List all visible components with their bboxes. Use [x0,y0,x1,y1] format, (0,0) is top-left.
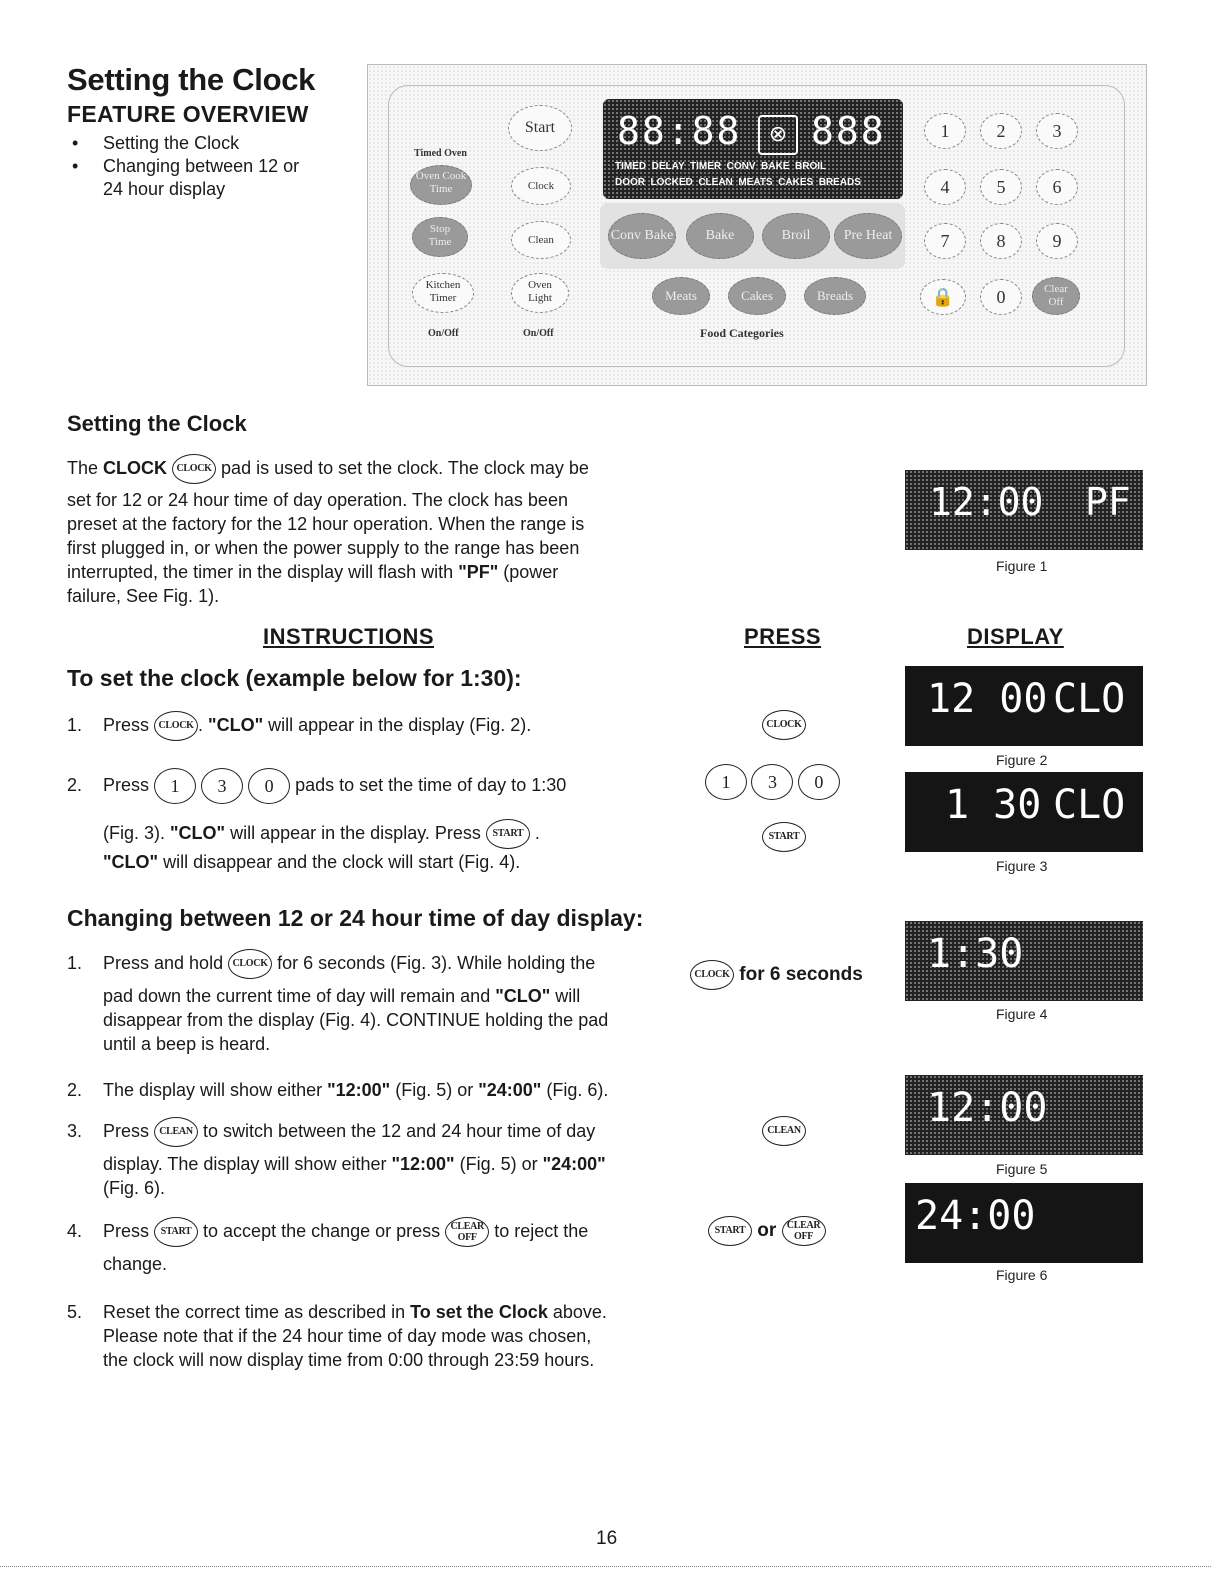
panel-pad-1: 1 [924,113,966,149]
panel-display-indicators-row1: TIMED DELAY TIMER CONV BAKE BROIL [615,161,827,172]
bullet-item-continued: 24 hour display [103,179,226,199]
change-display-heading: Changing between 12 or 24 hour time of day display: [67,905,644,931]
panel-lock-pad [920,279,966,315]
panel-display [603,99,903,199]
panel-start-pad: Start [508,105,572,151]
instructions-column-header: INSTRUCTIONS [263,624,434,649]
clear-off-pad-icon: CLEAR OFF [782,1216,826,1246]
clean-pad-icon: CLEAN [154,1117,198,1147]
pad-3-icon: 3 [201,768,243,804]
pad-1-icon: 1 [705,764,747,800]
page-title: Setting the Clock [67,62,316,97]
pad-0-icon: 0 [798,764,840,800]
fig2-clo: CLO [1053,676,1126,722]
panel-cakes-pad: Cakes [728,277,786,315]
figure-5-display [905,1075,1143,1155]
figure-2-caption: Figure 2 [996,752,1048,768]
on-off-label: On/Off [523,328,554,339]
clock-pad-icon: CLOCK [154,711,198,741]
panel-pad-7: 7 [924,223,966,259]
pad-3-icon: 3 [751,764,793,800]
panel-breads-pad: Breads [804,277,866,315]
figure-4-display [905,921,1143,1001]
on-off-label: On/Off [428,328,459,339]
panel-clock-pad: Clock [511,167,571,205]
panel-bake-pad: Bake [686,213,754,259]
bullet-item: • Changing between 12 or [72,156,300,176]
timed-oven-label: Timed Oven [414,148,467,159]
pad-0-icon: 0 [248,768,290,804]
fig1-pf: PF [1085,480,1131,524]
panel-pad-5: 5 [980,169,1022,205]
change-step-4: 4. Press START to accept the change or press CLEAR OFF to reject the change. [67,1214,707,1276]
pad-1-icon: 1 [154,768,196,804]
fig2-time: 12 00 [927,676,1048,722]
panel-clear-off-pad: Clear Off [1032,277,1080,315]
panel-oven-light-pad: Oven Light [511,273,569,313]
set-clock-step-2: 2. Press 1 3 0 pads to set the time of day to 1:30 (Fig. 3). "CLO" will appear in the display. Press START . "CLO" will disappear and the clock will start (Fig. 4). [67,768,707,874]
clear-off-pad-icon: CLEAR OFF [445,1217,489,1247]
start-pad-icon: START [708,1216,752,1246]
panel-pad-8: 8 [980,223,1022,259]
panel-pad-9: 9 [1036,223,1078,259]
set-clock-step-1: 1. Press CLOCK . "CLO" will appear in the display (Fig. 2). [67,710,707,740]
panel-pad-6: 6 [1036,169,1078,205]
fig5-time: 12:00 [927,1085,1048,1131]
figure-1-display [905,470,1143,550]
panel-pad-3: 3 [1036,113,1078,149]
clock-pad-icon: CLOCK [690,960,734,990]
food-categories-label: Food Categories [700,326,784,340]
figure-6-display [905,1183,1143,1263]
fig3-clo: CLO [1053,782,1126,828]
panel-conv-bake-pad: Conv Bake [608,213,676,259]
press-start-pad [762,822,806,852]
panel-stop-time-pad: Stop Time [412,217,468,257]
display-column-header: DISPLAY [967,624,1064,649]
panel-broil-pad: Broil [762,213,830,259]
control-panel-illustration [367,64,1147,386]
oven-fan-icon: ⊗ [758,115,798,155]
change-step-5: 5. Reset the correct time as described in To set the Clock above. Please note that if the 24 hour time of day mode was chosen, the clock will now display time from 0:00 through 23:59 hours. [67,1302,607,1370]
press-column-header: PRESS [744,624,822,649]
bullet-item: • Setting the Clock [72,133,240,153]
fig3-time: 1 30 [945,782,1042,828]
figure-2-display [905,666,1143,746]
figure-3-display [905,772,1143,852]
press-clock-pad [762,710,806,740]
lock-icon: 🔒 [931,287,955,307]
panel-kitchen-timer-pad: Kitchen Timer [412,273,474,313]
fig6-time: 24:00 [915,1193,1036,1239]
figure-4-caption: Figure 4 [996,1006,1048,1022]
change-step-3: 3. Press CLEAN to switch between the 12 and 24 hour time of day display. The display will show either "12:00" (Fig. 5) or "24:00" (Fig. 6). [67,1116,707,1200]
fig4-time: 1:30 [927,931,1024,977]
start-pad-icon: START [486,819,530,849]
start-pad-icon: START [154,1217,198,1247]
press-clean-pad [762,1116,806,1146]
panel-pad-0: 0 [980,279,1022,315]
or-label: or [757,1220,777,1242]
panel-oven-cook-time-pad: Oven Cook Time [410,165,472,205]
figure-6-caption: Figure 6 [996,1267,1048,1283]
panel-display-right-digits: 888 [811,109,886,153]
setting-clock-paragraph: The CLOCK CLOCK pad is used to set the clock. The clock may be set for 12 or 24 hour time of day operation. The clock has been preset at the factory for the 12 hour operation. When the range is first plugged in, or when the power supply to the range has been interrupted, the timer in the display will flash with "PF" (power failure, See Fig. 1). [67,454,687,608]
panel-pad-4: 4 [924,169,966,205]
clock-pad-icon: CLOCK [172,454,216,484]
panel-display-digits: 88:88 [617,109,742,153]
clock-pad-icon: CLOCK [228,949,272,979]
start-pad-icon: START [762,822,806,852]
panel-display-indicators-row2: DOOR LOCKED CLEAN MEATS CAKES BREADS [615,177,861,188]
press-number-pads [705,764,840,800]
panel-pad-2: 2 [980,113,1022,149]
press-start-or-clear [708,1216,826,1246]
change-step-1: 1. Press and hold CLOCK for 6 seconds (Fig. 3). While holding the pad down the current time of day will remain and "CLO" will disappear from the display (Fig. 4). CONTINUE holding the pad until a beep is heard. [67,948,707,1056]
feature-overview-heading: FEATURE OVERVIEW [67,101,309,127]
figure-3-caption: Figure 3 [996,858,1048,874]
clean-pad-icon: CLEAN [762,1116,806,1146]
fig1-time: 12:00 [929,480,1044,524]
panel-pre-heat-pad: Pre Heat [834,213,902,259]
set-clock-heading: To set the clock (example below for 1:30): [67,665,522,691]
for-6-seconds-label: for 6 seconds [739,964,863,986]
press-clock-hold [690,960,863,990]
panel-clean-pad: Clean [511,221,571,259]
panel-meats-pad: Meats [652,277,710,315]
figure-5-caption: Figure 5 [996,1161,1048,1177]
page-number: 16 [596,1528,618,1549]
setting-clock-heading: Setting the Clock [67,411,247,436]
feature-bullet-list [72,132,299,201]
clock-pad-icon: CLOCK [762,710,806,740]
change-step-2: 2. The display will show either "12:00" (Fig. 5) or "24:00" (Fig. 6). [67,1080,609,1100]
figure-1-caption: Figure 1 [996,558,1048,574]
bottom-rule [0,1566,1211,1567]
